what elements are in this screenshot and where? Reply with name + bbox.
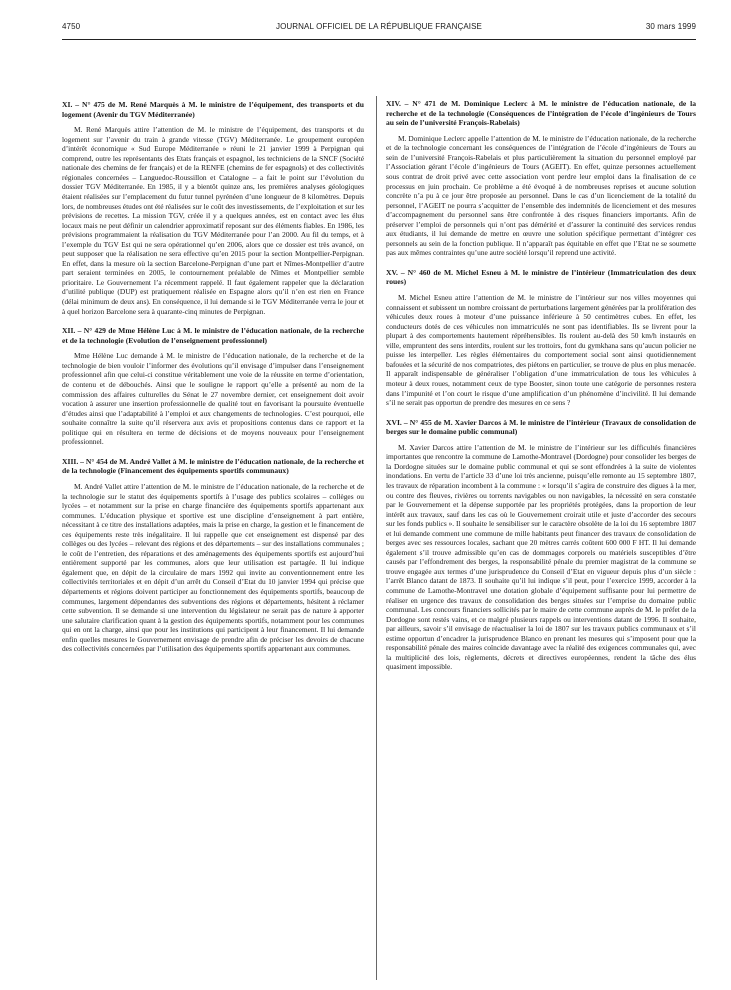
question-heading: XIII. – N° 454 de M. André Vallet à M. le ministre de l’éducation nationale, de la recherche et de la technologie (Financement des équipements sportifs communaux) — [62, 456, 364, 476]
question-section — [62, 326, 364, 447]
question-section — [386, 418, 696, 672]
question-body: M. Dominique Leclerc appelle l’attention de M. le ministre de l’éducation nationale, de la recherche et de la technologie concernant les conséquences de l’intégration de l’école d’ingénieurs de Tours au sein de l’université François-Rabelais et plus particulièrement la situation du personnel employé par l’Association gérant l’école d’ingénieurs de Tours (AGEIT). En effet, quinze personnes actuellement sous contrat de droit privé avec cette association vont perdre leur emploi dans la finalisation de ce processus en juin prochain. Ce problème a été évoqué à de nombreuses reprises et aucune solution concrète n’a pu à ce jour être proposée au personnel. Dans le cas d’un licenciement de la totalité du personnel, l’AGEIT ne pourra s’acquitter de l’ensemble des indemnités de licenciement et des mesures d’accompagnement du personnel sans être confrontée à des risques financiers importants. Afin de préserver l’emploi de personnels qui n’ont pas démérité et d’assurer la continuité des services rendus aux étudiants, il lui demande de mettre en œuvre une solution spécifique permettant d’intégrer ces personnels au sein de la fonction publique. Il n’apparaît pas équitable en effet que l’Etat ne se soumette pas aux mêmes contraintes qu’une autre société lorsqu’il reprend une activité. — [386, 133, 696, 258]
column-divider — [376, 96, 377, 980]
journal-title: JOURNAL OFFICIEL DE LA RÉPUBLIQUE FRANÇAISE — [276, 22, 482, 31]
question-body: M. René Marquès attire l’attention de M. le ministre de l’équipement, des transports et du logement sur l’avenir du train à grande vitesse (TGV) Méditerranée. Le groupement européen d’intérêt économique « Sud Europe Méditerranée » réuni le 21 janvier 1999 à Perpignan qui comprend, outre les représentants des Etats français et espagnol, les techniciens de la SNCF (Société nationale des chemins de fer français) et de la RENFE (chemins de fer espagnols) et des collectivités régionales concernées – Languedoc-Roussillon et Catalogne – a fait le point sur l’évolution du dossier TGV Méditerranée. En 1985, il y a bientôt quinze ans, les premières analyses géologiques étaient réalisées sur l’emplacement du futur tunnel pyrénéen d’une longueur de 8 kilomètres. Depuis lors, de nombreuses études ont été réalisées sur le coût des investissements, de l’exploitation et sur les prévisions de recettes. La mission TGV, créée il y a quelques années, est en contact avec les élus locaux mais ne peut définir un calendrier approximatif reposant sur des éléments fiables. En 1986, les prévisions programmaient la réalisation du TGV Méditerranée pour l’an 2000. Au fil du temps, et à l’exemple du TGV Est qui ne sera opérationnel qu’en 2006, alors que ce dossier est très avancé, on peut supposer que la réalisation ne sera effective qu’en 2015 pour la section Montpellier-Perpignan. En effet, dans la mesure où la section Barcelone-Perpignan d’une part et Nîmes-Montpellier d’autre part seraient terminées en 2005, le contournement préalable de Nîmes et Montpellier semble prioritaire. Le Gouvernement l’a récemment rappelé. Il faut également rappeler que la déclaration d’utilité publique (DUP) est pratiquement réalisée en Espagne alors qu’il n’en est rien en France (délai minimum de deux ans). En conséquence, il lui demande si le TGV Méditerranée verra le jour et à quel horizon Barcelone sera à quarante-cinq minutes de Perpignan. — [62, 125, 364, 316]
left-column — [62, 100, 364, 664]
question-heading: XIV. – N° 471 de M. Dominique Leclerc à M. le ministre de l’éducation nationale, de la recherche et de la technologie (Conséquences de l’intégration de l’école d’ingénieurs de Tours au sein de l’université François-Rabelais) — [386, 99, 696, 128]
question-body: M. Xavier Darcos attire l’attention de M. le ministre de l’intérieur sur les difficultés financières importantes que rencontre la commune de Lamothe-Montravel (Dordogne) pour consolider les berges de la Dordogne situées sur le domaine public communal et qui se sont effondrées à la suite de violentes inondations. En vertu de l’article 33 d’une loi très ancienne, puisqu’elle remonte au 15 septembre 1807, les travaux de réparation incombent à la commune : « lorsqu’il s’agira de construire des digues à la mer, ou contre des fleuves, rivières ou torrents navigables ou non navigables, la nécessité en sera constatée par le Gouvernement et la dépense supportée par les propriétés protégées, dans la proportion de leur intérêt aux travaux, sauf dans les cas où le Gouvernement croirait utile et juste d’accorder des secours sur les fonds publics ». Il souhaite le sensibiliser sur le caractère obsolète de la loi du 16 septembre 1807 et lui demande comment une commune de mille habitants peut financer des travaux de consolidation de berges avec ses ressources locales, sachant que 20 mètres carrés coûtent 600 000 F HT. Il lui demande également s’il trouve admissible qu’en cas de dommages corporels ou matériels susceptibles d’être causés par l’effondrement des berges, la responsabilité pénale du premier magistrat de la commune se trouve engagée aux termes d’une jurisprudence du Conseil d’Etat en vigueur depuis plus d’un siècle : l’arrêt Blanco datant de 1873. Il souhaite qu’il lui indique s’il peut, pour l’exercice 1999, accorder à la commune de Lamothe-Montravel une dotation globale d’équipement suffisante pour lui permettre de réaliser en urgence des travaux de consolidation des berges situées sur l’emprise du domaine public communal. Les concours financiers sollicités par le maire de cette commune auprès de M. le préfet de la Dordogne sont restés vains, et ce malgré plusieurs rappels ou interventions datant de 1996. Il souhaite, par ailleurs, savoir s’il envisage de réactualiser la loi de 1807 sur les travaux publics communaux et s’il estime opportun d’encadrer la jurisprudence Blanco en prenant les mesures qui s’imposent pour que la responsabilité pénale des maires coïncide davantage avec la réalité des exigences communales qui, avec la multiplicité des lois, règlements, décrets et directives européennes, rendent la tâche des élus quasiment impossible. — [386, 442, 696, 672]
question-section — [386, 268, 696, 408]
right-column — [386, 99, 696, 682]
question-section — [62, 457, 364, 654]
question-body: M. Michel Esneu attire l’attention de M. le ministre de l’intérieur sur nos villes moyennes qui connaissent et subissent un nombre croissant de perturbations largement générées par la prolifération des véhicules deux roues à moteur d’une puissance inférieure à 50 centimètres cubes. En effet, les conducteurs dotés de ces véhicules non immatriculés ne sont pas identifiables. Ils se livrent pour la plupart à des comportements hautement répréhensibles. Ils roulent au-delà des 50 km/h instaurés en ville, empruntent des sens interdits, roulent sur les trottoirs, font du gymkhana sans qu’aucun policier ne puisse les interpeller. Les règles élémentaires du comportement social sont ainsi quotidiennement bafouées et la sécurité de nos compatriotes, des piétons en particulier, se trouve de plus en plus menacée. Il apparaît indispensable de généraliser l’obligation d’une immatriculation de tous les véhicules à moteur à deux roues, notamment ceux de type Booster, sinon toute une catégorie de personnes restera dans l’impunité et l’on court le risque d’une amplification d’un phénomène d’incivilité. Il lui demande s’il ne serait pas opportun de prendre des mesures en ce sens ? — [386, 293, 697, 408]
question-heading: XI. – N° 475 de M. René Marquès à M. le ministre de l’équipement, des transports et du logement (Avenir du TGV Méditerranée) — [62, 100, 364, 119]
issue-date: 30 mars 1999 — [645, 22, 696, 31]
question-heading: XV. – N° 460 de M. Michel Esneu à M. le ministre de l’intérieur (Immatriculation des deux roues) — [386, 267, 696, 287]
question-body: M. André Vallet attire l’attention de M. le ministre de l’éducation nationale, de la recherche et de la technologie sur le statut des équipements sportifs à l’usage des publics scolaires – collèges ou lycées – et notamment sur la prise en charge financière des équipements sportifs appartenant aux communes. L’éducation physique et sportive est une discipline d’enseignement à part entière, nécessitant à ce titre des installations adaptées, mais la prise en charge, la gestion et le financement de ces équipements reste très inégalitaire. Il lui rappelle que cet enseignement est dispensé par des collèges ou des lycées – relevant des régions et des départements – sur des installations communales ; le coût de l’entretien, des réparations et des aménagements des équipements sportifs est aujourd’hui entièrement supporté par les communes, alors que leur utilisation est partagée. Il lui indique également que, en dépit de la circulaire de mars 1992 qui invite au conventionnement entre les collectivités territoriales et en dépit d’un arrêt du Conseil d’Etat du 10 janvier 1994 qui précise que départements et régions doivent participer au fonctionnement des équipements sportifs, beaucoup de communes, largement dépendantes des subventions des régions et départements, hésitent à réclamer cette subvention. Il se demande si une intervention du législateur ne serait pas de nature à apporter une salutaire clarification quant à la gestion des équipements sportifs, notamment pour les communes qui en ont la charge, ainsi que pour les institutions qui participent à leur financement. Il lui demande enfin quelles mesures le Gouvernement envisage de prendre afin de préciser les devoirs de chacune des collectivités concernées par l’utilisation des équipements sportifs appartenant aux communes. — [62, 481, 364, 654]
page-header — [62, 22, 696, 36]
question-section — [386, 99, 696, 258]
question-body: Mme Hélène Luc demande à M. le ministre de l’éducation nationale, de la recherche et de la technologie de bien vouloir l’informer des évolutions qu’il envisage d’impulser dans l’enseignement professionnel afin que celui-ci constitue véritablement une voie de la réussite en terme d’orientation, de contenu et de débouchés. Ainsi que le souligne le rapport qu’elle a présenté au nom de la commission des affaires culturelles du Sénat le 27 novembre dernier, cet enseignement doit avoir vocation à assurer une insertion professionnelle de qualité tout en favorisant la poursuite éventuelle d’études ainsi que l’adaptabilité à l’emploi et aux changements de technologies. C’est pourquoi, elle souhaite connaître la suite qu’il réservera aux avis et propositions contenus dans ce rapport et la politique qui en résultera en terme de décisions et de moyens nouveaux pour l’enseignement professionnel. — [62, 351, 364, 447]
question-section — [62, 100, 364, 316]
question-heading: XII. – N° 429 de Mme Hélène Luc à M. le ministre de l’éducation nationale, de la recherche et de la technologie (Evolution de l’enseignement professionnel) — [62, 326, 364, 345]
question-heading: XVI. – N° 455 de M. Xavier Darcos à M. le ministre de l’intérieur (Travaux de consolidation de berges sur le domaine public communal) — [386, 417, 696, 437]
page-number: 4750 — [62, 22, 81, 31]
header-rule — [62, 39, 696, 40]
